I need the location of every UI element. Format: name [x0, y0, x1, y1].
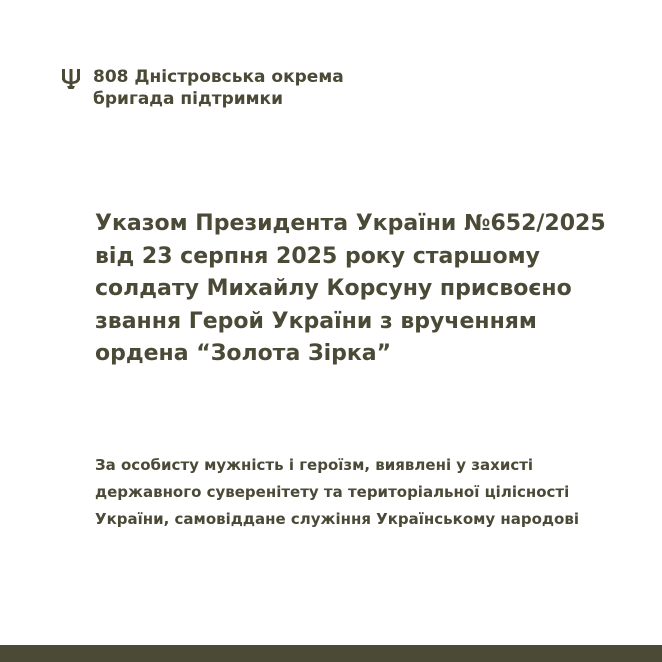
header: [62, 66, 403, 110]
headline: Указом Президента України №652/2025 від 23 серпня 2025 року старшому солдату Михайлу Корсуну присвоєно звання Герой України з врученням ордена “Золота Зірка”: [95, 211, 606, 366]
footer-bar: [0, 645, 662, 662]
body-text: За особисту мужність і героїзм, виявлені у захисті державного суверенітету та територіальної цілісності України, самовіддане служіння Українському народові: [95, 456, 579, 528]
brigade-name: 808 Дністровська окрема бригада підтримки: [93, 67, 344, 109]
trident-icon: [62, 69, 80, 89]
